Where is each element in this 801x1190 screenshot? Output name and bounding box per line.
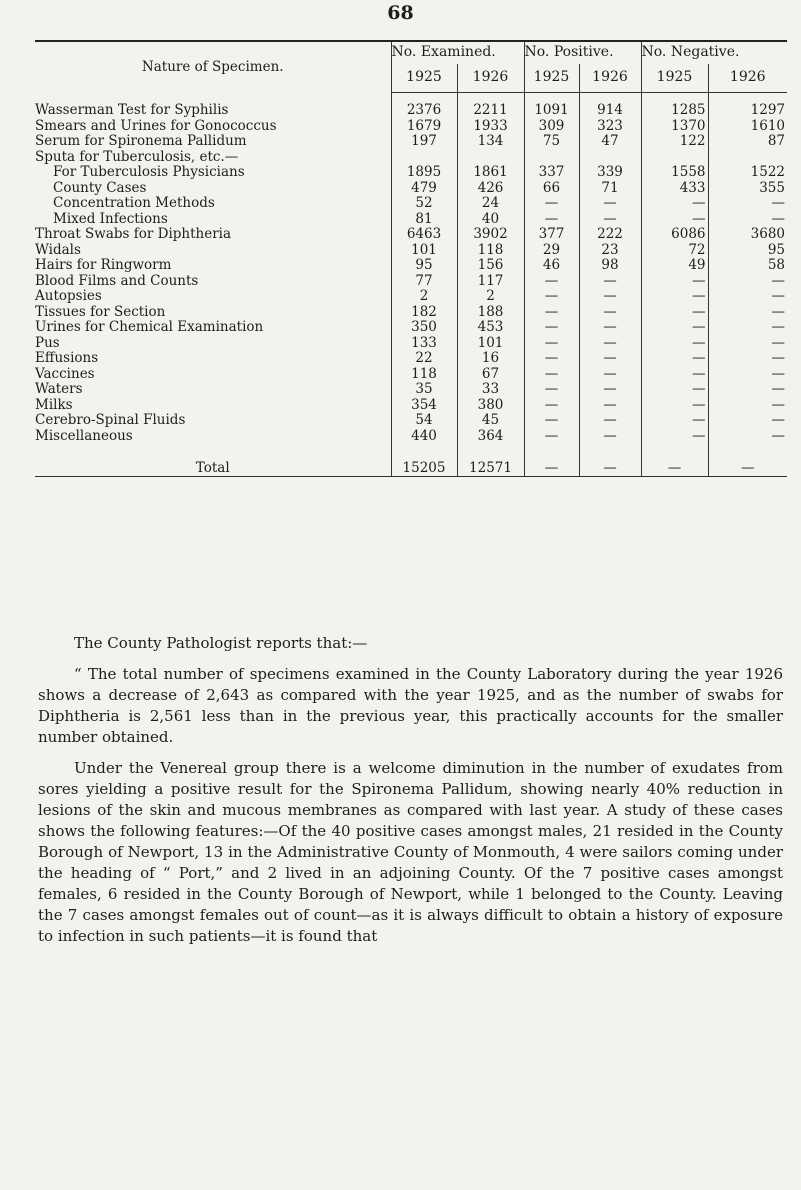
- group-positive-header: No. Positive.: [524, 41, 641, 64]
- table-row: [35, 351, 787, 367]
- value-cell: —: [524, 382, 579, 398]
- value-cell: 77: [391, 274, 457, 290]
- specimen-label: Tissues for Section: [35, 303, 166, 320]
- value-cell: 380: [457, 398, 524, 414]
- value-cell: —: [579, 336, 641, 352]
- table-row: [35, 165, 787, 181]
- table-row: [35, 150, 787, 166]
- value-cell: 101: [391, 243, 457, 259]
- value-cell: —: [579, 382, 641, 398]
- value-cell: 1297: [708, 103, 787, 119]
- specimen-label: Throat Swabs for Diphtheria: [35, 226, 232, 242]
- value-cell: 222: [579, 227, 641, 243]
- value-cell: —: [524, 367, 579, 383]
- table-row: [35, 367, 787, 383]
- specimen-label: For Tuberculosis Physicians: [53, 164, 245, 180]
- value-cell: —: [708, 413, 787, 429]
- value-cell: 433: [641, 181, 708, 197]
- value-cell: 95: [708, 243, 787, 259]
- value-cell: —: [708, 274, 787, 290]
- value-cell: 426: [457, 181, 524, 197]
- value-cell: 3680: [708, 227, 787, 243]
- value-cell: —: [524, 320, 579, 336]
- value-cell: 95: [391, 258, 457, 274]
- value-cell: 1610: [708, 119, 787, 135]
- table-body: [35, 93, 787, 455]
- total-cell: 12571: [457, 454, 524, 477]
- value-cell: —: [524, 274, 579, 290]
- table-row: [35, 398, 787, 414]
- table-row: [35, 258, 787, 274]
- value-cell: —: [579, 429, 641, 445]
- value-cell: 1861: [457, 165, 524, 181]
- table-row: [35, 382, 787, 398]
- value-cell: —: [641, 398, 708, 414]
- value-cell: 2: [457, 289, 524, 305]
- value-cell: —: [641, 413, 708, 429]
- value-cell: 22: [391, 351, 457, 367]
- specimen-label: Blood Films and Counts: [35, 272, 199, 289]
- value-cell: 52: [391, 196, 457, 212]
- value-cell: —: [579, 320, 641, 336]
- value-cell: —: [641, 212, 708, 228]
- year-header: 1925: [641, 64, 708, 93]
- value-cell: —: [708, 305, 787, 321]
- value-cell: 6086: [641, 227, 708, 243]
- value-cell: —: [641, 367, 708, 383]
- value-cell: —: [708, 336, 787, 352]
- value-cell: 3902: [457, 227, 524, 243]
- year-header: 1925: [524, 64, 579, 93]
- value-cell: —: [641, 196, 708, 212]
- value-cell: 54: [391, 413, 457, 429]
- table-row: [35, 336, 787, 352]
- specimen-label: Urines for Chemical Examination: [35, 319, 264, 335]
- value-cell: 309: [524, 119, 579, 135]
- value-cell: —: [708, 382, 787, 398]
- value-cell: 377: [524, 227, 579, 243]
- specimen-label: Effusions: [35, 350, 99, 366]
- table-row: [35, 227, 787, 243]
- value-cell: [391, 150, 457, 166]
- value-cell: —: [524, 336, 579, 352]
- value-cell: 2: [391, 289, 457, 305]
- specimen-label: Concentration Methods: [53, 195, 215, 211]
- value-cell: 1285: [641, 103, 708, 119]
- table-row: [35, 103, 787, 119]
- value-cell: 33: [457, 382, 524, 398]
- value-cell: —: [641, 382, 708, 398]
- value-cell: —: [524, 212, 579, 228]
- value-cell: 337: [524, 165, 579, 181]
- value-cell: —: [641, 429, 708, 445]
- table-row: [35, 181, 787, 197]
- total-cell: —: [708, 454, 787, 477]
- report-intro: The County Pathologist reports that:—: [74, 634, 368, 652]
- value-cell: 75: [524, 134, 579, 150]
- value-cell: 47: [579, 134, 641, 150]
- specimen-label: Waters: [35, 381, 83, 397]
- value-cell: —: [708, 212, 787, 228]
- value-cell: —: [579, 196, 641, 212]
- value-cell: 118: [457, 243, 524, 259]
- value-cell: —: [579, 274, 641, 290]
- value-cell: 46: [524, 258, 579, 274]
- value-cell: 117: [457, 274, 524, 290]
- value-cell: 350: [391, 320, 457, 336]
- page-number: 68: [387, 2, 414, 24]
- table-row: [35, 429, 787, 445]
- value-cell: 118: [391, 367, 457, 383]
- value-cell: —: [579, 289, 641, 305]
- value-cell: 197: [391, 134, 457, 150]
- table-row: [35, 413, 787, 429]
- value-cell: —: [641, 274, 708, 290]
- table-row: [35, 212, 787, 228]
- value-cell: 122: [641, 134, 708, 150]
- specimen-label: Milks: [35, 396, 73, 413]
- value-cell: [641, 150, 708, 166]
- value-cell: —: [524, 196, 579, 212]
- value-cell: [457, 150, 524, 166]
- value-cell: 1933: [457, 119, 524, 135]
- value-cell: —: [708, 196, 787, 212]
- value-cell: 29: [524, 243, 579, 259]
- table-row: [35, 134, 787, 150]
- specimen-label: Autopsies: [35, 288, 102, 304]
- specimen-label: Vaccines: [35, 365, 95, 382]
- value-cell: —: [524, 413, 579, 429]
- value-cell: 354: [391, 398, 457, 414]
- table-row: [35, 289, 787, 305]
- specimen-label: Sputa for Tuberculosis, etc.—: [35, 148, 239, 165]
- value-cell: 453: [457, 320, 524, 336]
- value-cell: 16: [457, 351, 524, 367]
- table-row: [35, 320, 787, 336]
- value-cell: 440: [391, 429, 457, 445]
- value-cell: —: [708, 351, 787, 367]
- specimen-label: Wasserman Test for Syphilis: [35, 102, 229, 118]
- year-header: 1926: [708, 64, 787, 93]
- value-cell: 67: [457, 367, 524, 383]
- value-cell: —: [524, 351, 579, 367]
- value-cell: 6463: [391, 227, 457, 243]
- group-examined-header: No. Examined.: [391, 41, 524, 64]
- value-cell: 133: [391, 336, 457, 352]
- value-cell: 66: [524, 181, 579, 197]
- value-cell: 188: [457, 305, 524, 321]
- value-cell: 45: [457, 413, 524, 429]
- total-cell: —: [579, 454, 641, 477]
- value-cell: —: [708, 367, 787, 383]
- value-cell: 98: [579, 258, 641, 274]
- year-header: 1925: [391, 64, 457, 93]
- value-cell: —: [708, 320, 787, 336]
- nature-header: Nature of Specimen.: [141, 58, 284, 75]
- total-cell: —: [641, 454, 708, 477]
- specimen-label: County Cases: [53, 179, 147, 196]
- value-cell: 914: [579, 103, 641, 119]
- value-cell: [524, 150, 579, 166]
- specimen-label: Hairs for Ringworm: [35, 257, 172, 273]
- value-cell: —: [524, 429, 579, 445]
- year-header: 1926: [457, 64, 524, 93]
- table-row: [35, 243, 787, 259]
- value-cell: 2376: [391, 103, 457, 119]
- report-paragraph: “ The total number of specimens examined in the County Laboratory during the year 1926 shows a decrease of 2,643 as compared with the year 1925, and as the number of swabs for Diphtheria is 2,561 less than in the previous year, this practically accounts for the smaller number obtained.: [38, 665, 783, 746]
- total-row: [35, 454, 787, 477]
- value-cell: 1091: [524, 103, 579, 119]
- value-cell: —: [708, 398, 787, 414]
- value-cell: —: [579, 351, 641, 367]
- value-cell: —: [641, 336, 708, 352]
- value-cell: 24: [457, 196, 524, 212]
- value-cell: 35: [391, 382, 457, 398]
- value-cell: 81: [391, 212, 457, 228]
- value-cell: [708, 150, 787, 166]
- specimen-label: Mixed Infections: [53, 210, 168, 227]
- value-cell: 134: [457, 134, 524, 150]
- total-cell: 15205: [391, 454, 457, 477]
- specimen-label: Serum for Spironema Pallidum: [35, 133, 247, 149]
- value-cell: 49: [641, 258, 708, 274]
- value-cell: 355: [708, 181, 787, 197]
- table-row: [35, 274, 787, 290]
- value-cell: 72: [641, 243, 708, 259]
- value-cell: 23: [579, 243, 641, 259]
- value-cell: —: [641, 289, 708, 305]
- value-cell: 40: [457, 212, 524, 228]
- value-cell: 87: [708, 134, 787, 150]
- value-cell: 1895: [391, 165, 457, 181]
- value-cell: 364: [457, 429, 524, 445]
- table-row: [35, 196, 787, 212]
- value-cell: 58: [708, 258, 787, 274]
- year-header: 1926: [579, 64, 641, 93]
- group-negative-header: No. Negative.: [641, 41, 787, 64]
- value-cell: 323: [579, 119, 641, 135]
- total-cell: —: [524, 454, 579, 477]
- value-cell: —: [579, 413, 641, 429]
- table-row: [35, 305, 787, 321]
- value-cell: —: [579, 212, 641, 228]
- value-cell: 479: [391, 181, 457, 197]
- value-cell: —: [524, 289, 579, 305]
- specimen-label: Miscellaneous: [35, 427, 133, 444]
- value-cell: 1370: [641, 119, 708, 135]
- value-cell: —: [708, 289, 787, 305]
- value-cell: —: [641, 320, 708, 336]
- report-paragraph: Under the Venereal group there is a welcome diminution in the number of exudates from sores yielding a positive result for the Spironema Pallidum, showing nearly 40% reduction in lesions of the skin and mucous membranes as compared with last year. A study of these cases shows the following features:—Of the 40 positive cases amongst males, 21 resided in the County Borough of Newport, 13 in the Administrative County of Monmouth, 4 were sailors coming under the heading of “ Port,” and 2 lived in an adjoining County. Of the 7 positive cases amongst females, 6 resided in the County Borough of Newport, while 1 belonged to the County. Leaving the 7 cases amongst females out of count—as it is always difficult to obtain a history of exposure to infection in such patients—it is found that: [38, 759, 783, 945]
- value-cell: —: [708, 429, 787, 445]
- value-cell: 101: [457, 336, 524, 352]
- table-row: [35, 119, 787, 135]
- specimen-label: Pus: [35, 334, 60, 351]
- specimen-label: Smears and Urines for Gonococcus: [35, 117, 277, 134]
- value-cell: —: [579, 367, 641, 383]
- value-cell: 339: [579, 165, 641, 181]
- specimen-label: Widals: [35, 241, 81, 258]
- value-cell: —: [579, 398, 641, 414]
- specimen-table: [35, 40, 787, 477]
- total-label: Total: [35, 454, 391, 477]
- value-cell: [579, 150, 641, 166]
- value-cell: —: [641, 351, 708, 367]
- specimen-label: Cerebro-Spinal Fluids: [35, 412, 186, 428]
- value-cell: 156: [457, 258, 524, 274]
- report-text: [38, 633, 783, 957]
- value-cell: 1558: [641, 165, 708, 181]
- value-cell: —: [524, 305, 579, 321]
- value-cell: 2211: [457, 103, 524, 119]
- value-cell: 1522: [708, 165, 787, 181]
- value-cell: —: [641, 305, 708, 321]
- value-cell: 1679: [391, 119, 457, 135]
- value-cell: 182: [391, 305, 457, 321]
- value-cell: 71: [579, 181, 641, 197]
- value-cell: —: [524, 398, 579, 414]
- value-cell: —: [579, 305, 641, 321]
